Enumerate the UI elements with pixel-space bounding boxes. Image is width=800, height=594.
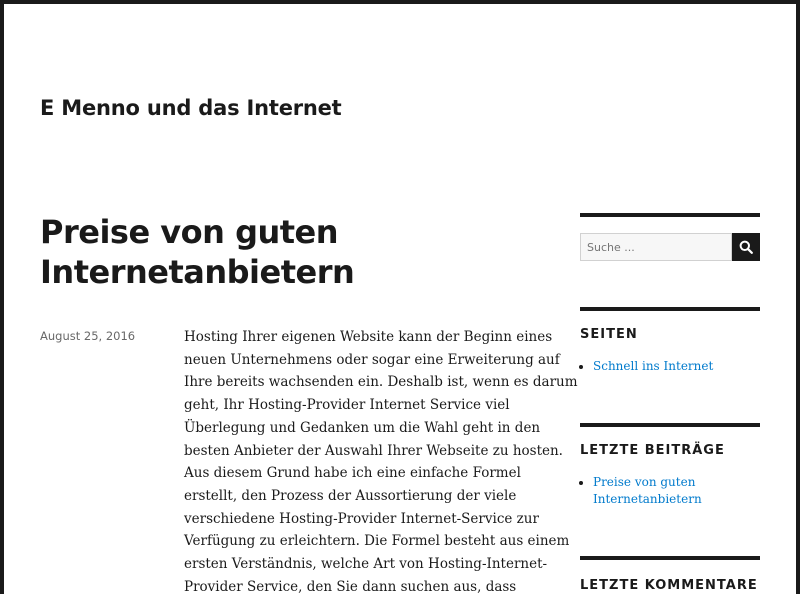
content-line: neuen Unternehmens oder sogar eine Erweiterung auf — [184, 351, 560, 368]
content-line: Ihre bereits wachsenden ein. Deshalb ist, wenn es darum — [184, 374, 578, 391]
content-line: Aus diesem Grund habe ich eine einfache Formel — [184, 465, 521, 482]
recent-posts-widget — [580, 423, 760, 508]
list-item — [593, 474, 760, 508]
content-line: besten Anbieter der Auswahl Ihrer Webseite zu hosten. — [184, 442, 563, 459]
recent-posts-list — [580, 474, 760, 508]
content-line: Überlegung und Gedanken um die Wahl geht in den — [184, 419, 541, 436]
search-button[interactable] — [732, 233, 760, 261]
post-title-line: Internetanbietern — [40, 253, 355, 291]
page — [4, 4, 796, 594]
content-line: Provider Service, den Sie dann suchen aus, dass — [184, 578, 517, 594]
post-content — [184, 326, 578, 594]
content-line: Verfügung zu erleichtern. Die Formel besteht aus einem — [184, 533, 570, 550]
pages-widget-title: SEITEN — [580, 327, 638, 342]
recent-comments-widget — [580, 556, 760, 593]
content-line: ersten Verständnis, welche Art von Hosting-Internet- — [184, 556, 548, 573]
list-item — [593, 358, 760, 375]
page-link[interactable]: Schnell ins Internet — [593, 359, 714, 373]
post-date[interactable]: August 25, 2016 — [40, 329, 136, 343]
search-widget — [580, 213, 760, 261]
pages-widget — [580, 307, 760, 375]
search-icon — [739, 240, 753, 254]
recent-comments-title: LETZTE KOMMENTARE — [580, 578, 758, 593]
search-input[interactable] — [580, 233, 732, 261]
content-line: Hosting Ihrer eigenen Website kann der Beginn eines — [184, 329, 553, 345]
site-title[interactable]: E Menno und das Internet — [40, 96, 342, 120]
search-form — [580, 233, 760, 261]
post-title-line: Preise von guten — [40, 213, 339, 251]
content-line: geht, Ihr Hosting-Provider Internet Service viel — [184, 397, 510, 414]
recent-posts-title: LETZTE BEITRÄGE — [580, 443, 725, 458]
content-line: erstellt, den Prozess der Aussortierung der viele — [184, 487, 517, 504]
recent-post-link[interactable]: Preise von guten Internetanbietern — [593, 475, 702, 506]
pages-list — [580, 358, 760, 375]
content-line: verschiedene Hosting-Provider Internet-Service zur — [184, 510, 539, 527]
post-title — [40, 212, 540, 292]
